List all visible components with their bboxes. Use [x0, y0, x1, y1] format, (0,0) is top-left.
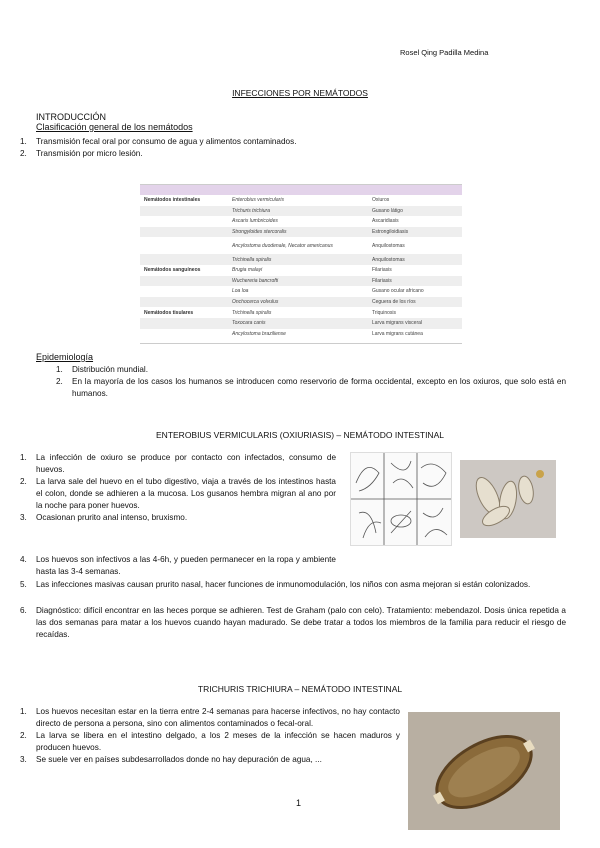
enterobius-heading: ENTEROBIUS VERMICULARIS (OXIURIASIS) – NEMÁTODO INTESTINAL [156, 430, 444, 440]
list-item: 2. Transmisión por micro lesión. [20, 149, 143, 158]
epidemiology-heading: Epidemiología [36, 352, 94, 362]
table-row: Ascaris lumbricoides Ascaridiasis [232, 218, 399, 225]
page-number: 1 [296, 798, 302, 808]
table-row: Wuchereria bancrofti Filariasis [140, 276, 462, 287]
enterobius-list-mid [20, 554, 336, 578]
table-row: Onchocerca volvulus Ceguera de los ríos [140, 297, 462, 308]
intro-subheading: Clasificación general de los nemátodos [36, 122, 193, 132]
list-item: 1. Transmisión fecal oral por consumo de agua y alimentos contaminados. [20, 137, 297, 146]
pinworm-eggs-micrograph [460, 460, 556, 538]
table-header [140, 185, 462, 195]
list-item: 2. La larva se libera en el intestino delgado, a los 2 meses de la infección se hacen maduros y producen huevos. [20, 731, 400, 752]
trichuris-heading: TRICHURIS TRICHIURA – NEMÁTODO INTESTINAL [197, 684, 403, 694]
table-row: Trichinella spiralis Anquilostomas [140, 254, 462, 265]
trichuris-list [20, 706, 400, 766]
intro-section [36, 112, 566, 132]
whipworm-egg-micrograph [408, 712, 560, 830]
document-title: INFECCIONES POR NEMÁTODOS [232, 88, 368, 98]
intro-list [20, 136, 566, 160]
enterobius-list-bottom [20, 579, 566, 641]
list-item: 3. Ocasionan prurito anal intenso, bruxismo. [20, 513, 188, 522]
table-row: Nemátodos sanguíneos Brugia malayi Filariasis [144, 267, 392, 274]
table-row: Ancylostoma duodenale, Necator americanus Anquilostomas [232, 242, 405, 249]
list-item: 1. Distribución mundial. [56, 365, 148, 374]
table-row: Trichuris trichiura Gusano látigo [140, 206, 462, 217]
list-item: 6. Diagnóstico: difícil encontrar en las heces porque se adhieren. Test de Graham (palo con celo). Tratamiento: mebendazol. Dosis única repetida a las dos semanas para matar a los huevos cuando hayan madurado. Se debe tratar a todos los miembros de la familia para reducir el riesgo de recaídas. [20, 606, 566, 639]
enterobius-list-top [20, 452, 336, 524]
list-item: 4. Los huevos son infectivos a las 4-6h, y pueden permanecer en la ropa y ambiente hasta las 3-4 semanas. [20, 555, 336, 576]
table-row: Loa loa Gusano ocular africano [232, 288, 424, 295]
list-item: 1. Los huevos necesitan estar en la tierra entre 2-4 semanas para hacerse infectivos, no hay contacto directo de persona a persona, sino con alimentos contaminados o fecal-oral. [20, 707, 400, 728]
intro-heading: INTRODUCCIÓN [36, 112, 106, 122]
table-row: Nemátodos intestinales Enterobius vermicularis Oxiuros [144, 197, 390, 204]
table-row: Ancylostoma braziliense Larva migrans cutánea [232, 330, 423, 337]
list-item: 2. En la mayoría de los casos los humanos se introducen como reservorio de forma occidental, excepto en los oxiuros, que solo está en humanos. [56, 377, 566, 398]
list-item: 1. La infección de oxiuro se produce por contacto con infectados, consumo de huevos. [20, 453, 336, 474]
list-item: 2. La larva sale del huevo en el tubo digestivo, viaja a través de los intestinos hasta el colon, donde se adhieren a la mucosa. Los gusanos hembra migran al ano por la noche para poner huevos. [20, 477, 336, 510]
epidemiology-list [0, 364, 566, 400]
author-name: Rosel Qing Padilla Medina [400, 48, 489, 57]
table-row: Nemátodos tisulares Trichinella spiralis Triquinosis [144, 309, 396, 316]
table-row: Toxocara canis Larva migrans visceral [140, 318, 462, 329]
nematode-classification-table [140, 184, 462, 344]
list-item: 5. Las infecciones masivas causan prurito nasal, hacer funciones de inmunomodulación, los niños con asma mejoran si están colonizados. [20, 580, 531, 589]
table-row: Strongyloides stercoralis Estrongiloidiasis [140, 227, 462, 238]
list-item: 3. Se suele ver en países subdesarrollados donde no hay depuración de agua, ... [20, 755, 322, 764]
pinworm-lifecycle-illustration [350, 452, 452, 546]
